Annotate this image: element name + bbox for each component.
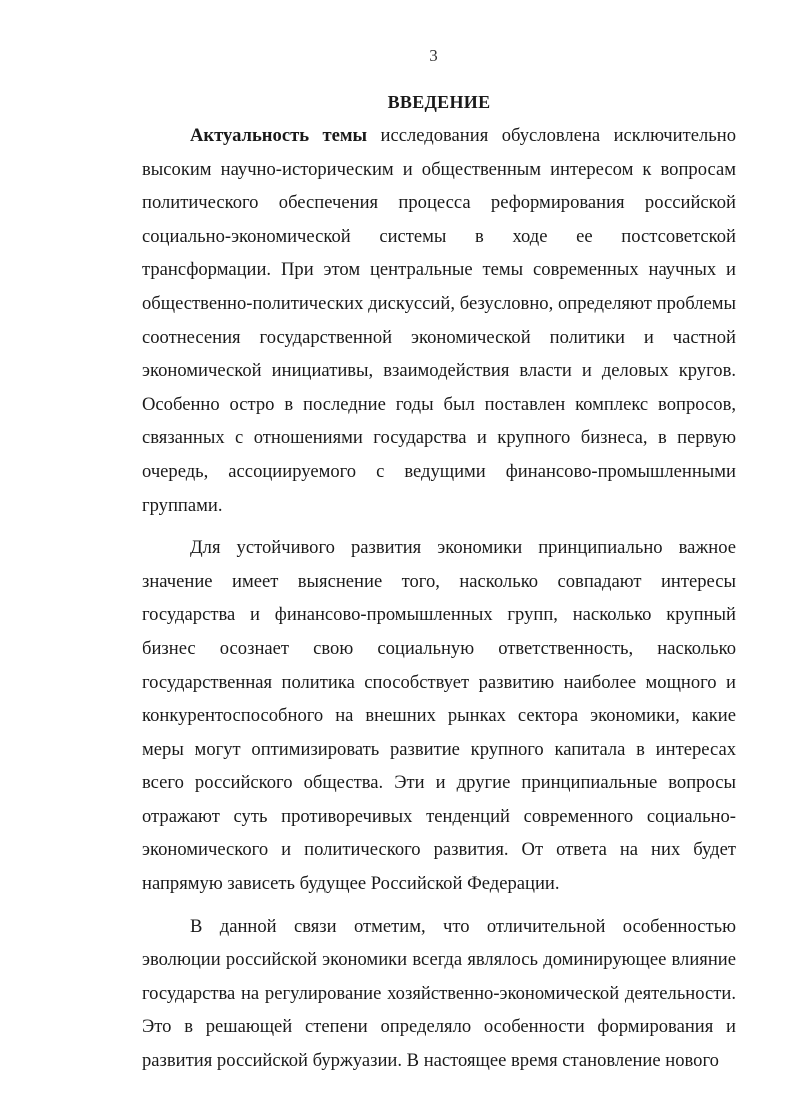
paragraph-2-text: Для устойчивого развития экономики принципиально важное значение имеет выяснение того, насколько совпадают интересы государства и финансово-промышленных групп, насколько крупный бизнес осознает свою социальную ответственность, насколько государственная политика способствует развитию наиболее мощного и конкурентоспособного на внешних рынках сектора экономики, какие меры могут оптимизировать развитие крупного капитала в интересах всего российского общества. Эти и другие принципиальные вопросы отражают суть противоречивых тенденций современного социально-экономического и политического развития. От ответа на них будет напрямую зависеть будущее Российской Федерации. <box>142 537 736 895</box>
paragraph-1-text: исследования обусловлена исключительно высоким научно-историческим и общественным интересом к вопросам политического обеспечения процесса реформирования российской социально-экономической системы в ходе ее постсоветской трансформации. При этом центральные темы современных научных и общественно-политических дискуссий, безусловно, определяют проблемы соотнесения государственной экономической политики и частной экономической инициативы, взаимодействия власти и деловых кругов. Особенно остро в последние годы был поставлен комплекс вопросов, связанных с отношениями государства и крупного бизнеса, в первую очередь, ассоциируемого с ведущими финансово-промышленными группами. <box>142 125 736 516</box>
paragraph-3 <box>142 910 736 1078</box>
body-text <box>142 119 736 1078</box>
paragraph-2 <box>142 531 736 901</box>
paragraph-1 <box>142 119 736 522</box>
page-number: 3 <box>429 46 438 65</box>
paragraph-lead-term: Актуальность темы <box>190 125 368 146</box>
section-title: ВВЕДЕНИЕ <box>387 92 491 112</box>
paragraph-3-text: В данной связи отметим, что отличительной особенностью эволюции российской экономики всегда являлось доминирующее влияние государства на регулирование хозяйственно-экономической деятельности. Это в решающей степени определяло особенности формирования и развития российской буржуазии. В настоящее время становление нового <box>142 915 736 1072</box>
